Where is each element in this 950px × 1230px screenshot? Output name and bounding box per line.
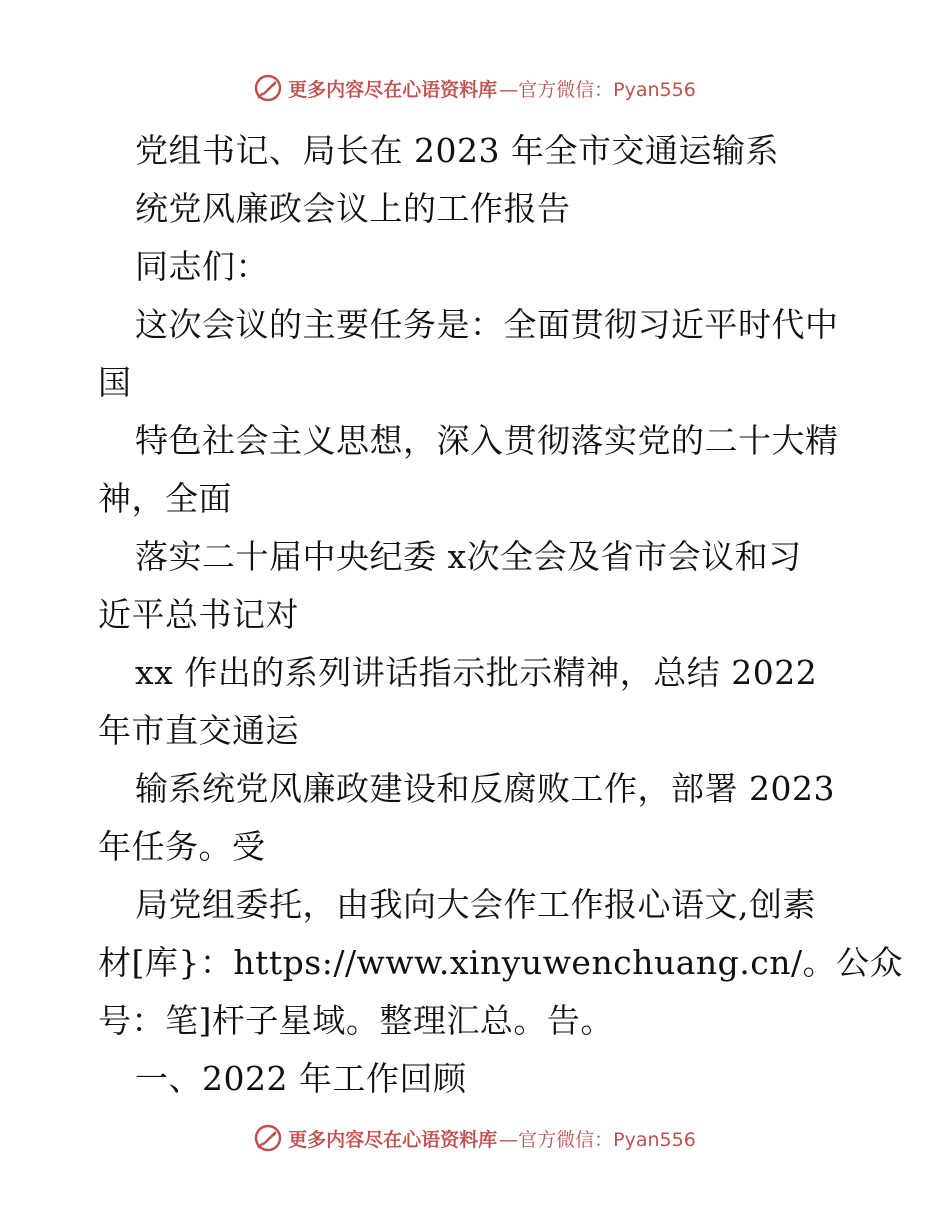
paragraph-line: 近平总书记对	[98, 595, 299, 634]
title-line: 统党风廉政会议上的工作报告	[135, 189, 571, 228]
feather-pen-icon	[254, 1124, 282, 1152]
banner-site-text: 更多内容尽在心语资料库	[288, 1128, 498, 1151]
paragraph-line: 神，全面	[98, 479, 232, 518]
paragraph-line: 这次会议的主要任务是：全面贯彻习近平时代中	[135, 305, 839, 344]
banner-site-text: 更多内容尽在心语资料库	[288, 78, 498, 101]
document-body	[98, 122, 904, 1108]
title-line: 党组书记、局长在 2023 年全市交通运输系	[135, 131, 779, 170]
paragraph-line: 国	[98, 363, 132, 402]
footer-watermark-banner	[0, 1124, 950, 1152]
paragraph-line: 特色社会主义思想，深入贯彻落实党的二十大精	[135, 421, 839, 460]
paragraph-line: 材[库}：https://www.xinyuwenchuang.cn/。公众	[98, 943, 904, 982]
paragraph-line: xx 作出的系列讲话指示批示精神，总结 2022	[135, 653, 818, 692]
paragraph-line: 号：笔]杆子星域。整理汇总。告。	[98, 1001, 614, 1040]
section-heading: 一、2022 年工作回顾	[135, 1059, 467, 1098]
paragraph-line: 输系统党风廉政建设和反腐败工作，部署 2023	[135, 769, 835, 808]
paragraph-line: 局党组委托，由我向大会作工作报心语文,创素	[135, 885, 816, 924]
header-watermark-banner	[0, 74, 950, 102]
salutation: 同志们：	[135, 247, 269, 286]
feather-pen-icon	[254, 74, 282, 102]
paragraph-line: 年市直交通运	[98, 711, 299, 750]
banner-contact-text: —官方微信：Pyan556	[499, 1128, 696, 1151]
banner-contact-text: —官方微信：Pyan556	[499, 78, 696, 101]
paragraph-line: 落实二十届中央纪委 x次全会及省市会议和习	[135, 537, 802, 576]
paragraph-line: 年任务。受	[98, 827, 266, 866]
